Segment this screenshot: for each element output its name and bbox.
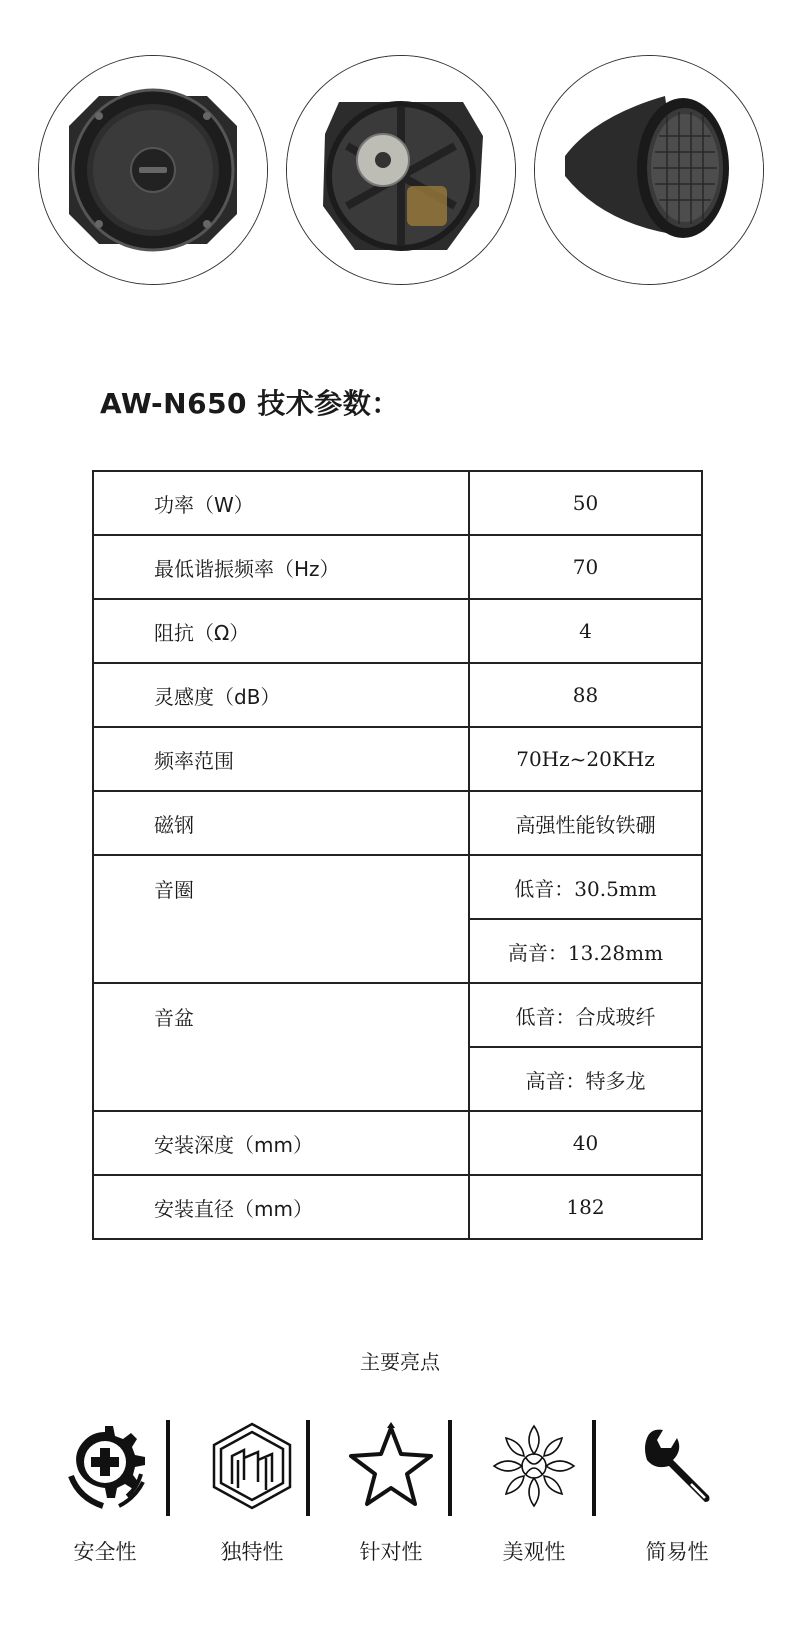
divider [306,1420,310,1516]
spec-value: 40 [469,1111,702,1175]
spec-title: AW-N650 技术参数： [100,387,400,420]
spec-value: 低音：合成玻纤 [469,983,702,1047]
table-row [93,855,702,919]
spec-value: 高音：13.28mm [469,919,702,983]
divider [166,1420,170,1516]
spec-value: 高音：特多龙 [469,1047,702,1111]
highlight-label: 针对性 [359,1540,423,1564]
table-row [93,727,702,791]
flower-icon [486,1418,582,1514]
star-icon [343,1418,439,1514]
spec-label: 音盆 [93,983,469,1111]
spec-value: 高强性能钕铁硼 [469,791,702,855]
tweeter-photo [534,55,764,285]
wrench-icon [629,1418,725,1514]
spec-value: 182 [469,1175,702,1239]
highlight-uniqueness [187,1418,317,1566]
table-row [93,983,702,1047]
table-row [93,663,702,727]
table-row [93,535,702,599]
highlight-label: 美观性 [502,1540,566,1564]
divider [592,1420,596,1516]
highlight-label: 安全性 [73,1540,137,1564]
product-photos [0,0,800,300]
spec-label: 安装直径（mm） [93,1175,469,1239]
highlight-aesthetics [469,1418,599,1566]
highlight-simplicity [612,1418,742,1566]
spec-label: 灵感度（dB） [93,663,469,727]
highlight-label: 独特性 [220,1540,284,1564]
spec-value: 50 [469,471,702,535]
highlight-label: 简易性 [645,1540,709,1564]
table-row [93,599,702,663]
woofer-back-photo [286,55,516,285]
divider [448,1420,452,1516]
spec-value: 4 [469,599,702,663]
table-row [93,1175,702,1239]
highlight-targeted [326,1418,456,1566]
spec-value: 70Hz~20KHz [469,727,702,791]
table-row [93,791,702,855]
table-row [93,1111,702,1175]
spec-value: 低音：30.5mm [469,855,702,919]
highlights-row [40,1418,760,1578]
spec-value: 70 [469,535,702,599]
highlight-safety [40,1418,170,1566]
table-row [93,471,702,535]
spec-label: 音圈 [93,855,469,983]
woofer-front-photo [38,55,268,285]
spec-label: 功率（W） [93,471,469,535]
hexagon-icon [204,1418,300,1514]
spec-value: 88 [469,663,702,727]
spec-label: 最低谐振频率（Hz） [93,535,469,599]
highlights-title: 主要亮点 [360,1350,440,1374]
spec-label: 磁钢 [93,791,469,855]
spec-label: 阻抗（Ω） [93,599,469,663]
gear-plus-icon [57,1418,153,1514]
spec-label: 频率范围 [93,727,469,791]
spec-label: 安装深度（mm） [93,1111,469,1175]
spec-table [92,470,703,1240]
